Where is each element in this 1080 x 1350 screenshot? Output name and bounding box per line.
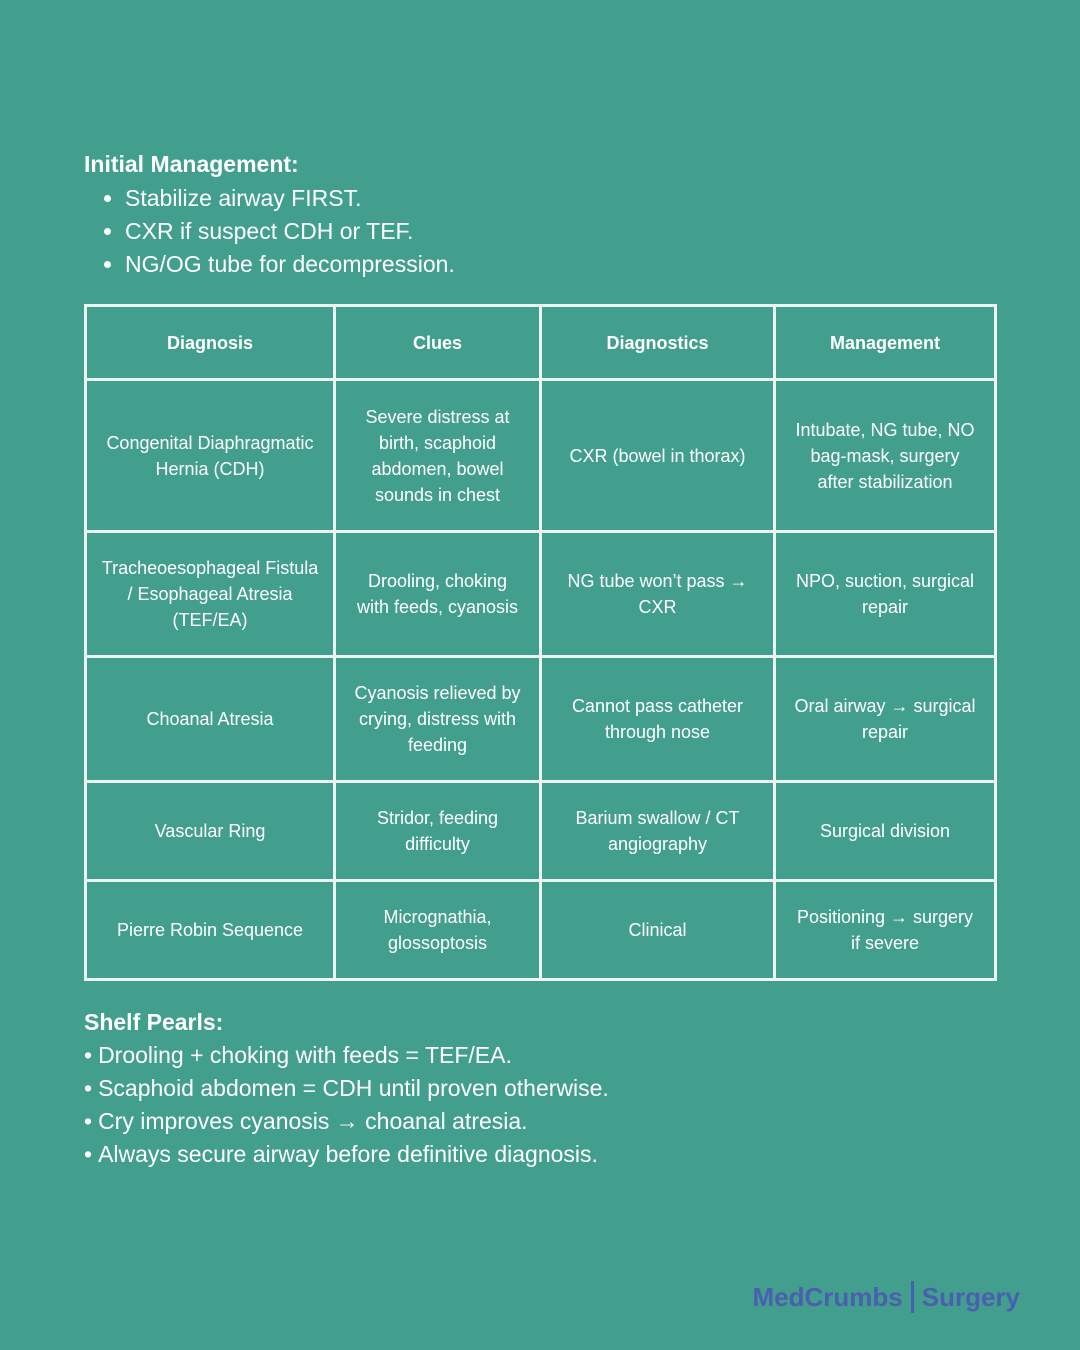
brand-name: MedCrumbs (752, 1281, 903, 1312)
shelf-pearl-item: • Scaphoid abdomen = CDH until proven otherwise. (84, 1072, 609, 1105)
shelf-pearl-item: • Always secure airway before definitive diagnosis. (84, 1138, 609, 1171)
header-diagnostics: Diagnostics (541, 306, 775, 380)
table-row (86, 380, 996, 532)
table-row (86, 532, 996, 657)
cell-management: Surgical division (775, 782, 996, 881)
diagnosis-table (84, 304, 997, 981)
initial-management-title: Initial Management: (84, 151, 299, 177)
initial-management-list (84, 182, 455, 281)
brand-logo (752, 1281, 1020, 1317)
cell-diagnosis: Congenital Diaphragmatic Hernia (CDH) (86, 380, 335, 532)
cell-management: Oral airway → surgical repair (775, 657, 996, 782)
table-header-row (86, 306, 996, 380)
cell-diagnosis: Pierre Robin Sequence (86, 881, 335, 980)
cell-diagnosis: Choanal Atresia (86, 657, 335, 782)
shelf-pearl-item: • Drooling + choking with feeds = TEF/EA. (84, 1039, 609, 1072)
brand-section: Surgery (921, 1281, 1020, 1312)
cell-diagnostics: Clinical (541, 881, 775, 980)
cell-diagnosis: Tracheoesophageal Fistula / Esophageal Atresia (TEF/EA) (86, 532, 335, 657)
shelf-pearls-list (84, 1039, 609, 1171)
header-diagnosis: Diagnosis (86, 306, 335, 380)
table-row (86, 881, 996, 980)
cell-clues: Micrognathia, glossoptosis (335, 881, 541, 980)
header-management: Management (775, 306, 996, 380)
cell-management: Positioning → surgery if severe (775, 881, 996, 980)
cell-management: Intubate, NG tube, NO bag-mask, surgery after stabilization (775, 380, 996, 532)
shelf-pearls-title: Shelf Pearls: (84, 1009, 224, 1035)
initial-management-item: • Stabilize airway FIRST. (125, 182, 455, 215)
initial-management-item: • NG/OG tube for decompression. (125, 248, 455, 281)
initial-management-item: • CXR if suspect CDH or TEF. (125, 215, 455, 248)
header-clues: Clues (335, 306, 541, 380)
cell-diagnostics: NG tube won’t pass → CXR (541, 532, 775, 657)
cell-diagnostics: CXR (bowel in thorax) (541, 380, 775, 532)
cell-clues: Cyanosis relieved by crying, distress with feeding (335, 657, 541, 782)
cell-diagnosis: Vascular Ring (86, 782, 335, 881)
cell-diagnostics: Cannot pass catheter through nose (541, 657, 775, 782)
table-row (86, 657, 996, 782)
shelf-pearl-item: • Cry improves cyanosis → choanal atresia. (84, 1105, 609, 1138)
cell-clues: Drooling, choking with feeds, cyanosis (335, 532, 541, 657)
cell-management: NPO, suction, surgical repair (775, 532, 996, 657)
brand-separator (911, 1281, 914, 1313)
cell-diagnostics: Barium swallow / CT angiography (541, 782, 775, 881)
table-row (86, 782, 996, 881)
cell-clues: Stridor, feeding difficulty (335, 782, 541, 881)
cell-clues: Severe distress at birth, scaphoid abdomen, bowel sounds in chest (335, 380, 541, 532)
